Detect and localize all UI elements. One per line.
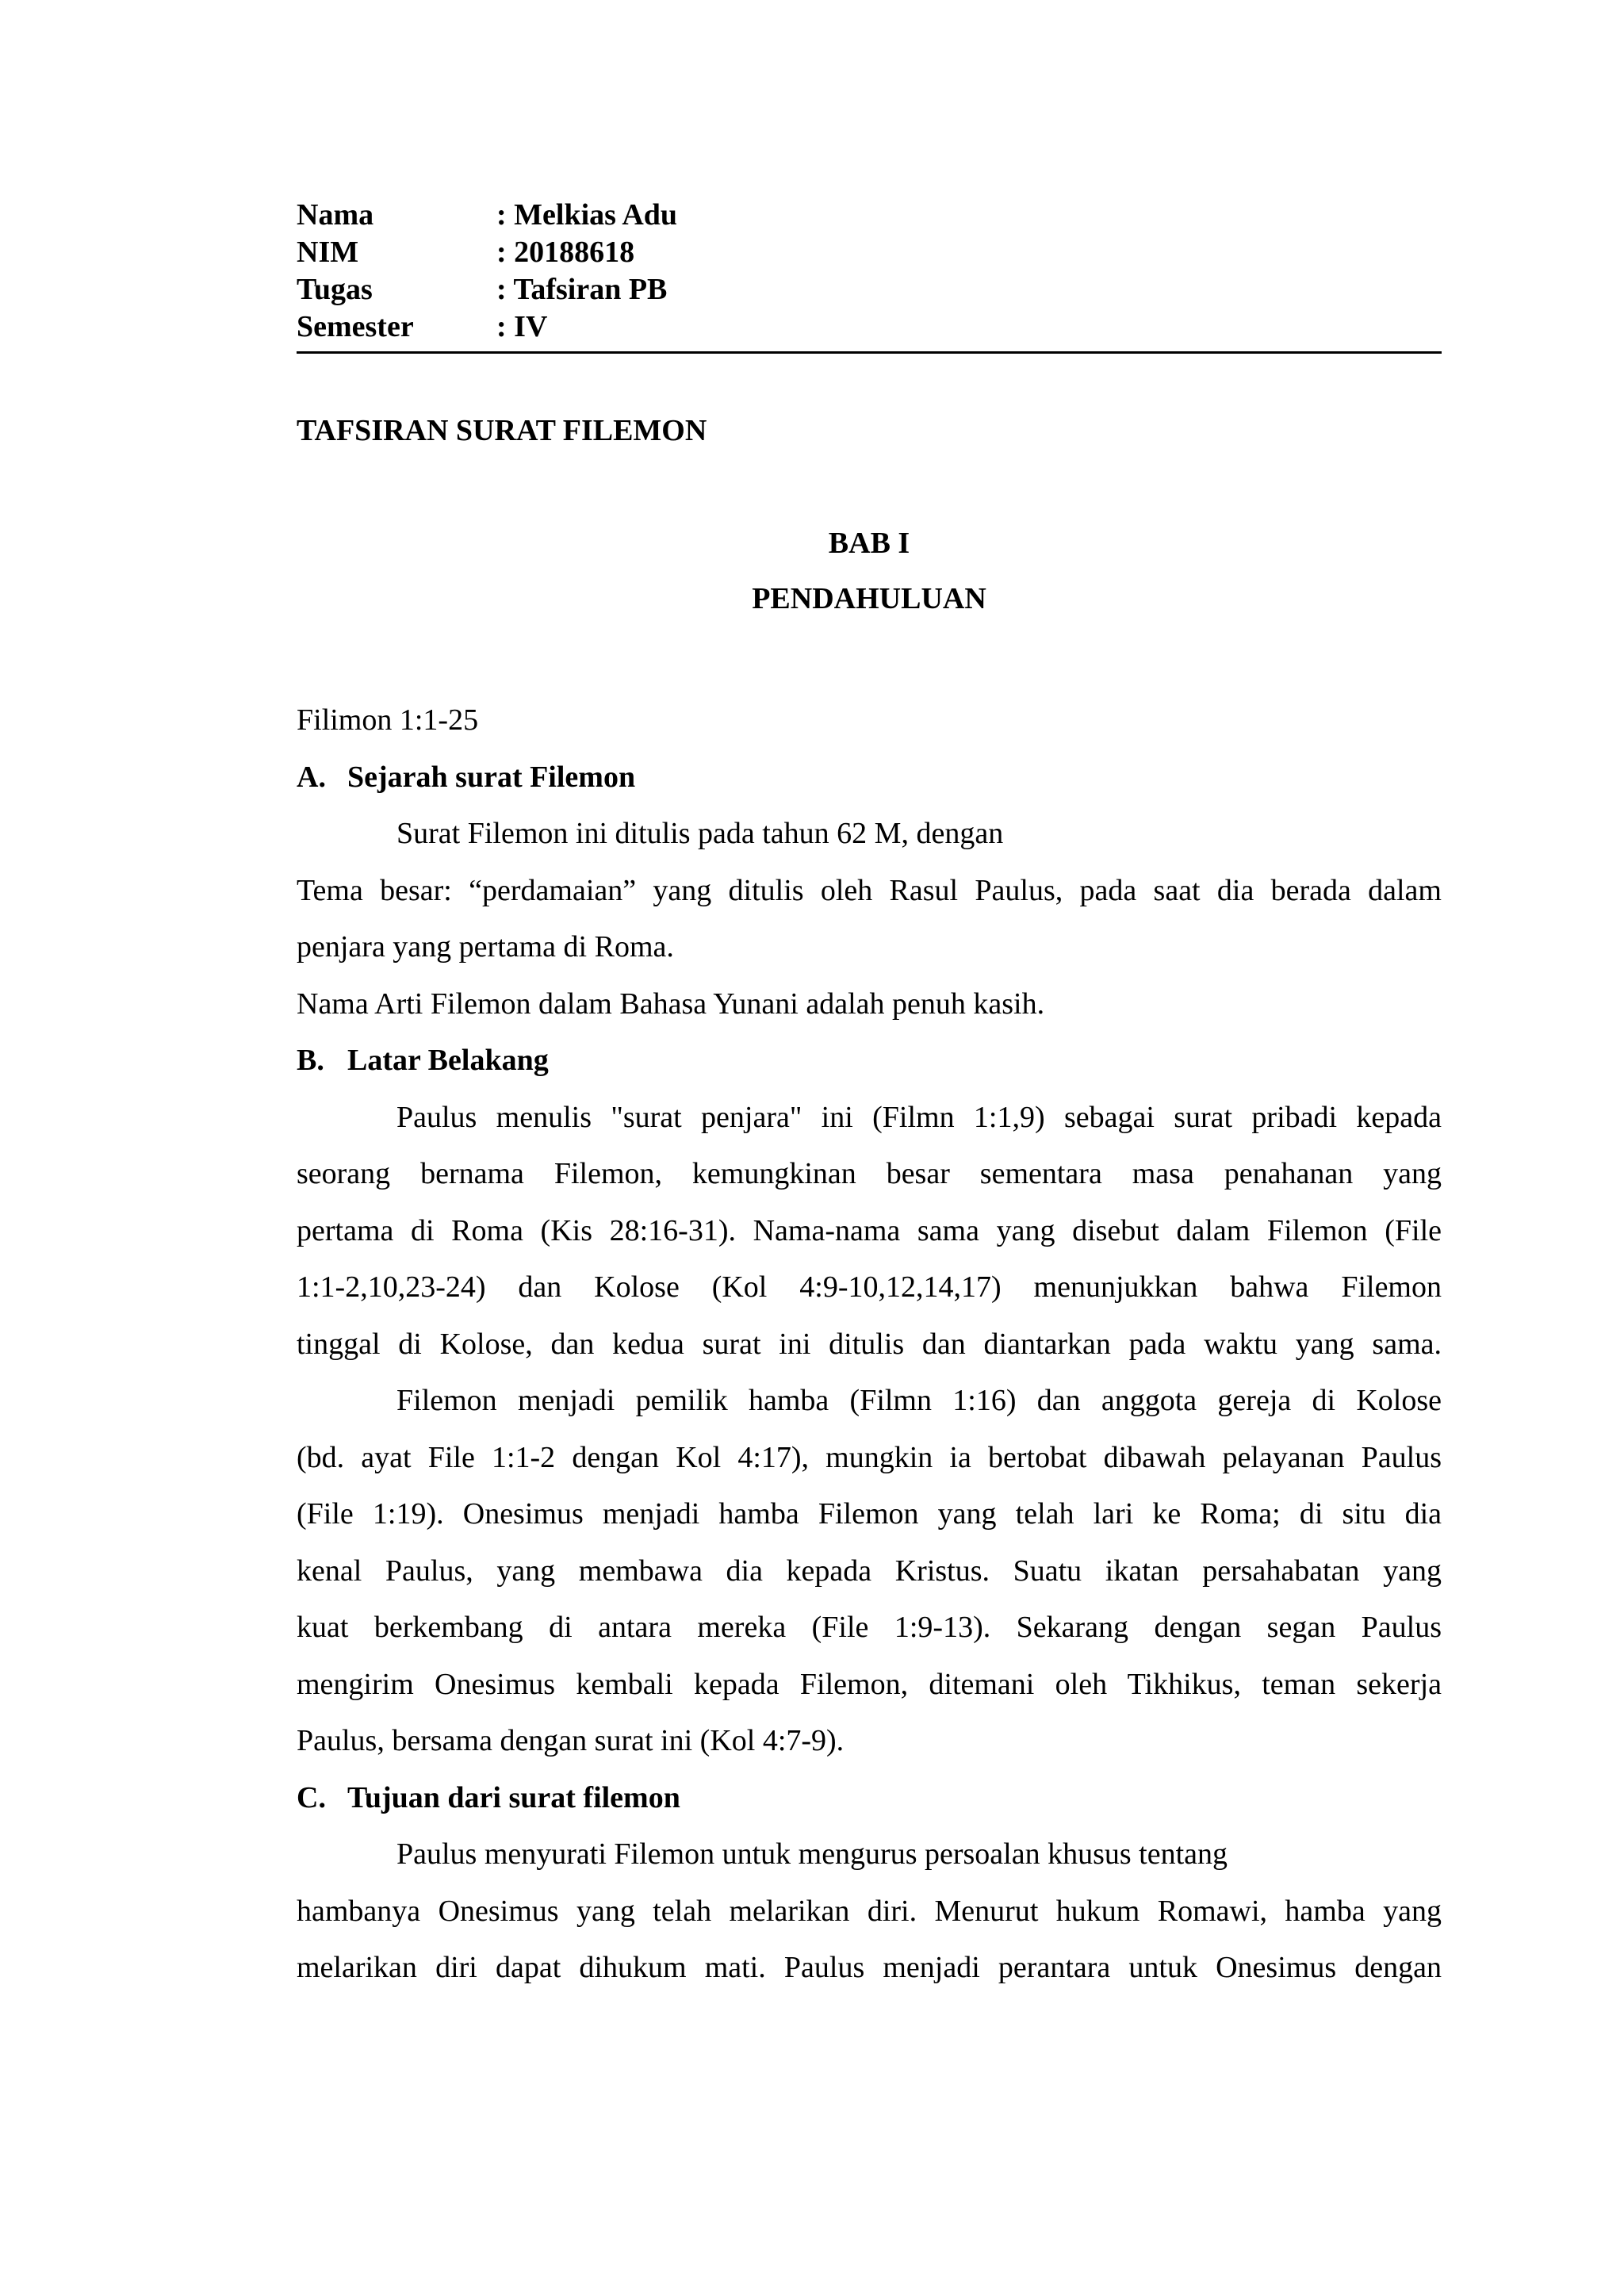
paragraph-line: 1:1-2,10,23-24) dan Kolose (Kol 4:9-10,12,14,17) menunjukkan bahwa Filemon xyxy=(297,1270,1442,1304)
paragraph-line: kuat berkembang di antara mereka (File 1:9-13). Sekarang dengan segan Paulus xyxy=(297,1611,1442,1644)
paragraph-line: tinggal di Kolose, dan kedua surat ini ditulis dan diantarkan pada waktu yang sama. xyxy=(297,1327,1442,1361)
section-heading-a xyxy=(297,749,1442,807)
chapter-name: PENDAHULUAN xyxy=(752,582,986,615)
paragraph-line: mengirim Onesimus kembali kepada Filemon, ditemani oleh Tikhikus, teman sekerja xyxy=(297,1667,1442,1701)
paragraph-line: Surat Filemon ini ditulis pada tahun 62 M, dengan xyxy=(396,817,1004,850)
info-label: Nama xyxy=(297,198,374,232)
info-row-nim xyxy=(297,234,1442,271)
info-value: : IV xyxy=(496,310,548,343)
paragraph-line: hambanya Onesimus yang telah melarikan diri. Menurut hukum Romawi, hamba yang xyxy=(297,1894,1442,1928)
info-row-name xyxy=(297,197,1442,234)
section-title: Sejarah surat Filemon xyxy=(347,760,636,794)
paragraph-line: Paulus menyurati Filemon untuk mengurus persoalan khusus tentang xyxy=(396,1837,1228,1871)
section-heading-c xyxy=(297,1770,1442,1827)
header-divider xyxy=(297,351,1442,354)
info-label: NIM xyxy=(297,236,359,269)
section-letter: B. xyxy=(297,1044,324,1077)
info-label: Semester xyxy=(297,310,414,343)
info-row-semester xyxy=(297,308,1442,346)
paragraph-line: Paulus, bersama dengan surat ini (Kol 4:7-9). xyxy=(297,1724,845,1757)
paragraph-line: Filemon menjadi pemilik hamba (Filmn 1:16) dan anggota gereja di Kolose xyxy=(396,1384,1442,1417)
paragraph-line: Paulus menulis "surat penjara" ini (Filmn 1:1,9) sebagai surat pribadi kepada xyxy=(396,1100,1442,1134)
student-info xyxy=(297,197,1442,346)
section-letter: C. xyxy=(297,1780,326,1814)
paragraph-line: Nama Arti Filemon dalam Bahasa Yunani adalah penuh kasih. xyxy=(297,987,1045,1021)
document-body xyxy=(297,692,1442,1997)
paragraph-line: Tema besar: “perdamaian” yang ditulis oleh Rasul Paulus, pada saat dia berada dalam xyxy=(297,873,1442,907)
section-title: Latar Belakang xyxy=(347,1044,549,1077)
document-title: TAFSIRAN SURAT FILEMON xyxy=(297,414,707,447)
paragraph-line: seorang bernama Filemon, kemungkinan besar sementara masa penahanan yang xyxy=(297,1157,1442,1190)
scripture-reference: Filimon 1:1-25 xyxy=(297,703,479,737)
paragraph-line: pertama di Roma (Kis 28:16-31). Nama-nama sama yang disebut dalam Filemon (File xyxy=(297,1213,1442,1247)
section-letter: A. xyxy=(297,760,326,794)
paragraph-line: (File 1:19). Onesimus menjadi hamba Filemon yang telah lari ke Roma; di situ dia xyxy=(297,1497,1442,1531)
info-value: : Melkias Adu xyxy=(496,198,678,232)
info-value: : 20188618 xyxy=(496,236,635,269)
paragraph-line: penjara yang pertama di Roma. xyxy=(297,930,674,964)
section-title: Tujuan dari surat filemon xyxy=(347,1780,680,1814)
paragraph-line: melarikan diri dapat dihukum mati. Paulus menjadi perantara untuk Onesimus dengan xyxy=(297,1951,1442,1984)
paragraph-line: kenal Paulus, yang membawa dia kepada Kristus. Suatu ikatan persahabatan yang xyxy=(297,1554,1442,1588)
info-label: Tugas xyxy=(297,273,373,306)
paragraph-line: (bd. ayat File 1:1-2 dengan Kol 4:17), mungkin ia bertobat dibawah pelayanan Paulus xyxy=(297,1440,1442,1474)
section-heading-b xyxy=(297,1033,1442,1090)
info-value: : Tafsiran PB xyxy=(496,273,668,306)
info-row-task xyxy=(297,271,1442,308)
chapter-number: BAB I xyxy=(828,527,910,560)
